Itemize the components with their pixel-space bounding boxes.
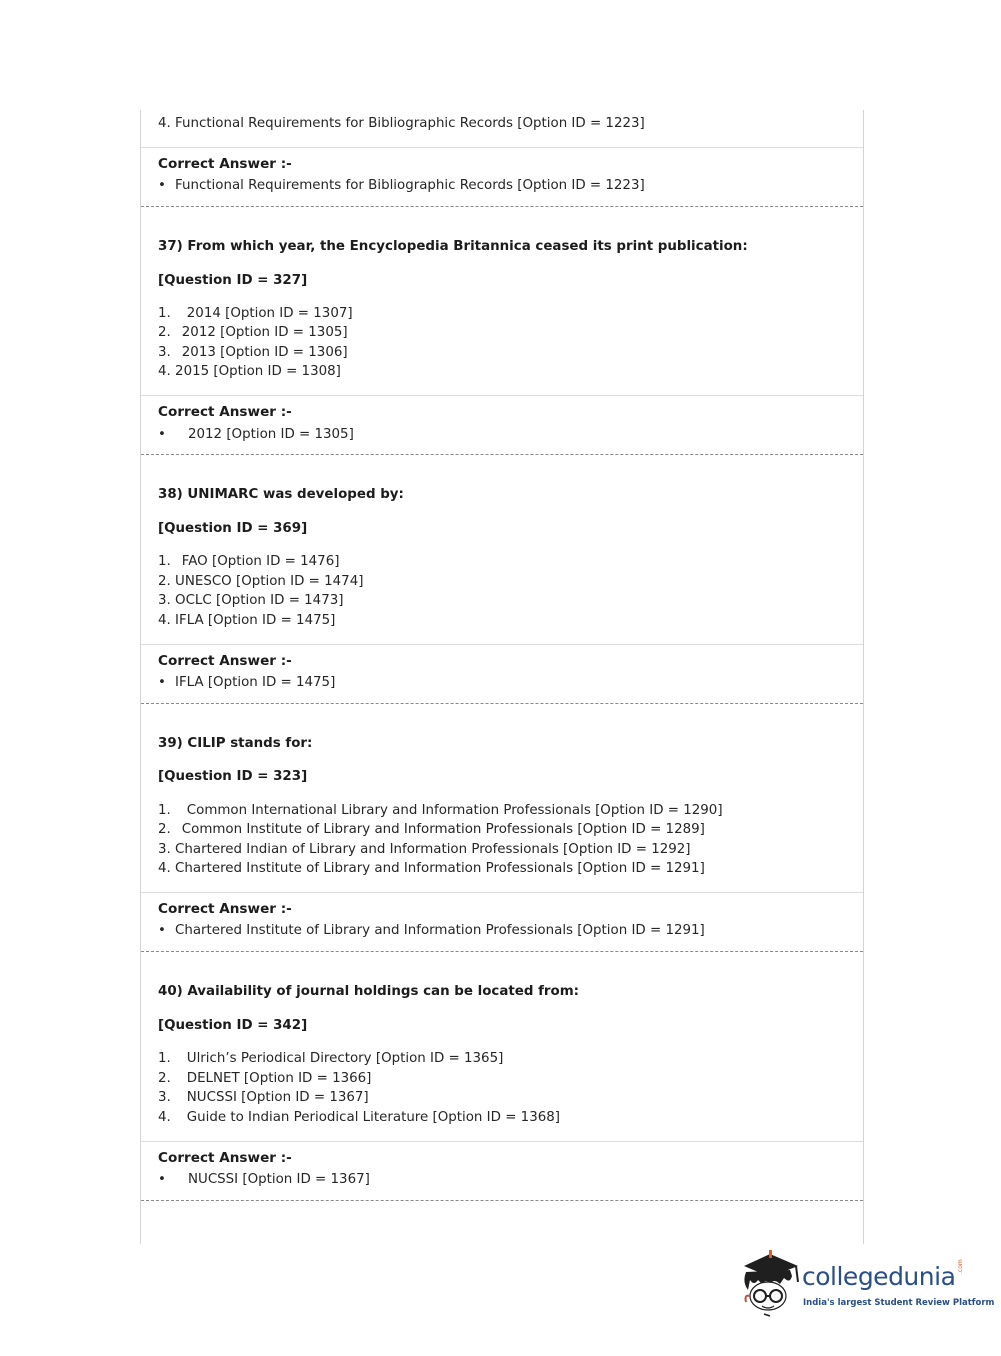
correct-answer: • Functional Requirements for Bibliographic Records [Option ID = 1223] xyxy=(158,178,645,193)
question-38-title: 38) UNIMARC was developed by: xyxy=(158,487,404,502)
q38-option-3: 3. OCLC [Option ID = 1473] xyxy=(158,593,344,608)
question-separator xyxy=(141,951,863,952)
question-separator xyxy=(141,703,863,704)
q40-correct-answer-label: Correct Answer :- xyxy=(158,1150,292,1166)
divider xyxy=(141,395,863,396)
q37-correct-answer: • 2012 [Option ID = 1305] xyxy=(158,427,354,442)
q37-option-1: 1. 2014 [Option ID = 1307] xyxy=(158,306,353,321)
q38-option-2: 2. UNESCO [Option ID = 1474] xyxy=(158,574,364,589)
divider xyxy=(141,147,863,148)
q40-option-4: 4. Guide to Indian Periodical Literature [Option ID = 1368] xyxy=(158,1110,560,1125)
exam-sheet xyxy=(140,110,864,1244)
correct-answer-label: Correct Answer :- xyxy=(158,156,292,172)
q37-option-4: 4. 2015 [Option ID = 1308] xyxy=(158,364,341,379)
q39-option-3: 3. Chartered Indian of Library and Information Professionals [Option ID = 1292] xyxy=(158,842,691,857)
question-separator xyxy=(141,454,863,455)
divider xyxy=(141,892,863,893)
brand-tagline: India's largest Student Review Platform xyxy=(803,1298,995,1308)
q37-correct-answer-label: Correct Answer :- xyxy=(158,404,292,420)
question-40-title: 40) Availability of journal holdings can be located from: xyxy=(158,984,580,999)
q39-option-4: 4. Chartered Institute of Library and Information Professionals [Option ID = 1291] xyxy=(158,861,705,876)
question-separator xyxy=(141,1200,863,1201)
q38-option-4: 4. IFLA [Option ID = 1475] xyxy=(158,613,336,628)
q40-option-2: 2. DELNET [Option ID = 1366] xyxy=(158,1071,372,1086)
q37-option-2: 2. 2012 [Option ID = 1305] xyxy=(158,325,348,340)
question-37-id: [Question ID = 327] xyxy=(158,273,308,288)
question-39-title: 39) CILIP stands for: xyxy=(158,736,313,751)
question-37-title: 37) From which year, the Encyclopedia Britannica ceased its print publication: xyxy=(158,239,748,254)
question-39-id: [Question ID = 323] xyxy=(158,769,308,784)
q40-correct-answer: • NUCSSI [Option ID = 1367] xyxy=(158,1172,370,1187)
question-separator xyxy=(141,206,863,207)
q38-option-1: 1. FAO [Option ID = 1476] xyxy=(158,554,340,569)
question-40-id: [Question ID = 342] xyxy=(158,1018,308,1033)
mascot-icon xyxy=(740,1250,802,1320)
q39-correct-answer: • Chartered Institute of Library and Information Professionals [Option ID = 1291] xyxy=(158,923,705,938)
divider xyxy=(141,644,863,645)
brand-suffix: .com xyxy=(957,1259,964,1274)
question-38-id: [Question ID = 369] xyxy=(158,521,308,536)
q37-option-3: 3. 2013 [Option ID = 1306] xyxy=(158,345,348,360)
collegedunia-logo xyxy=(740,1250,995,1320)
q39-option-2: 2. Common Institute of Library and Information Professionals [Option ID = 1289] xyxy=(158,822,705,837)
divider xyxy=(141,1141,863,1142)
q39-correct-answer-label: Correct Answer :- xyxy=(158,901,292,917)
q38-correct-answer: • IFLA [Option ID = 1475] xyxy=(158,675,336,690)
q39-option-1: 1. Common International Library and Information Professionals [Option ID = 1290] xyxy=(158,803,723,818)
prev-option-4: 4. Functional Requirements for Bibliographic Records [Option ID = 1223] xyxy=(158,116,645,131)
q40-option-1: 1. Ulrich’s Periodical Directory [Option ID = 1365] xyxy=(158,1051,504,1066)
q38-correct-answer-label: Correct Answer :- xyxy=(158,653,292,669)
brand-name: collegedunia xyxy=(802,1262,956,1291)
q40-option-3: 3. NUCSSI [Option ID = 1367] xyxy=(158,1090,369,1105)
